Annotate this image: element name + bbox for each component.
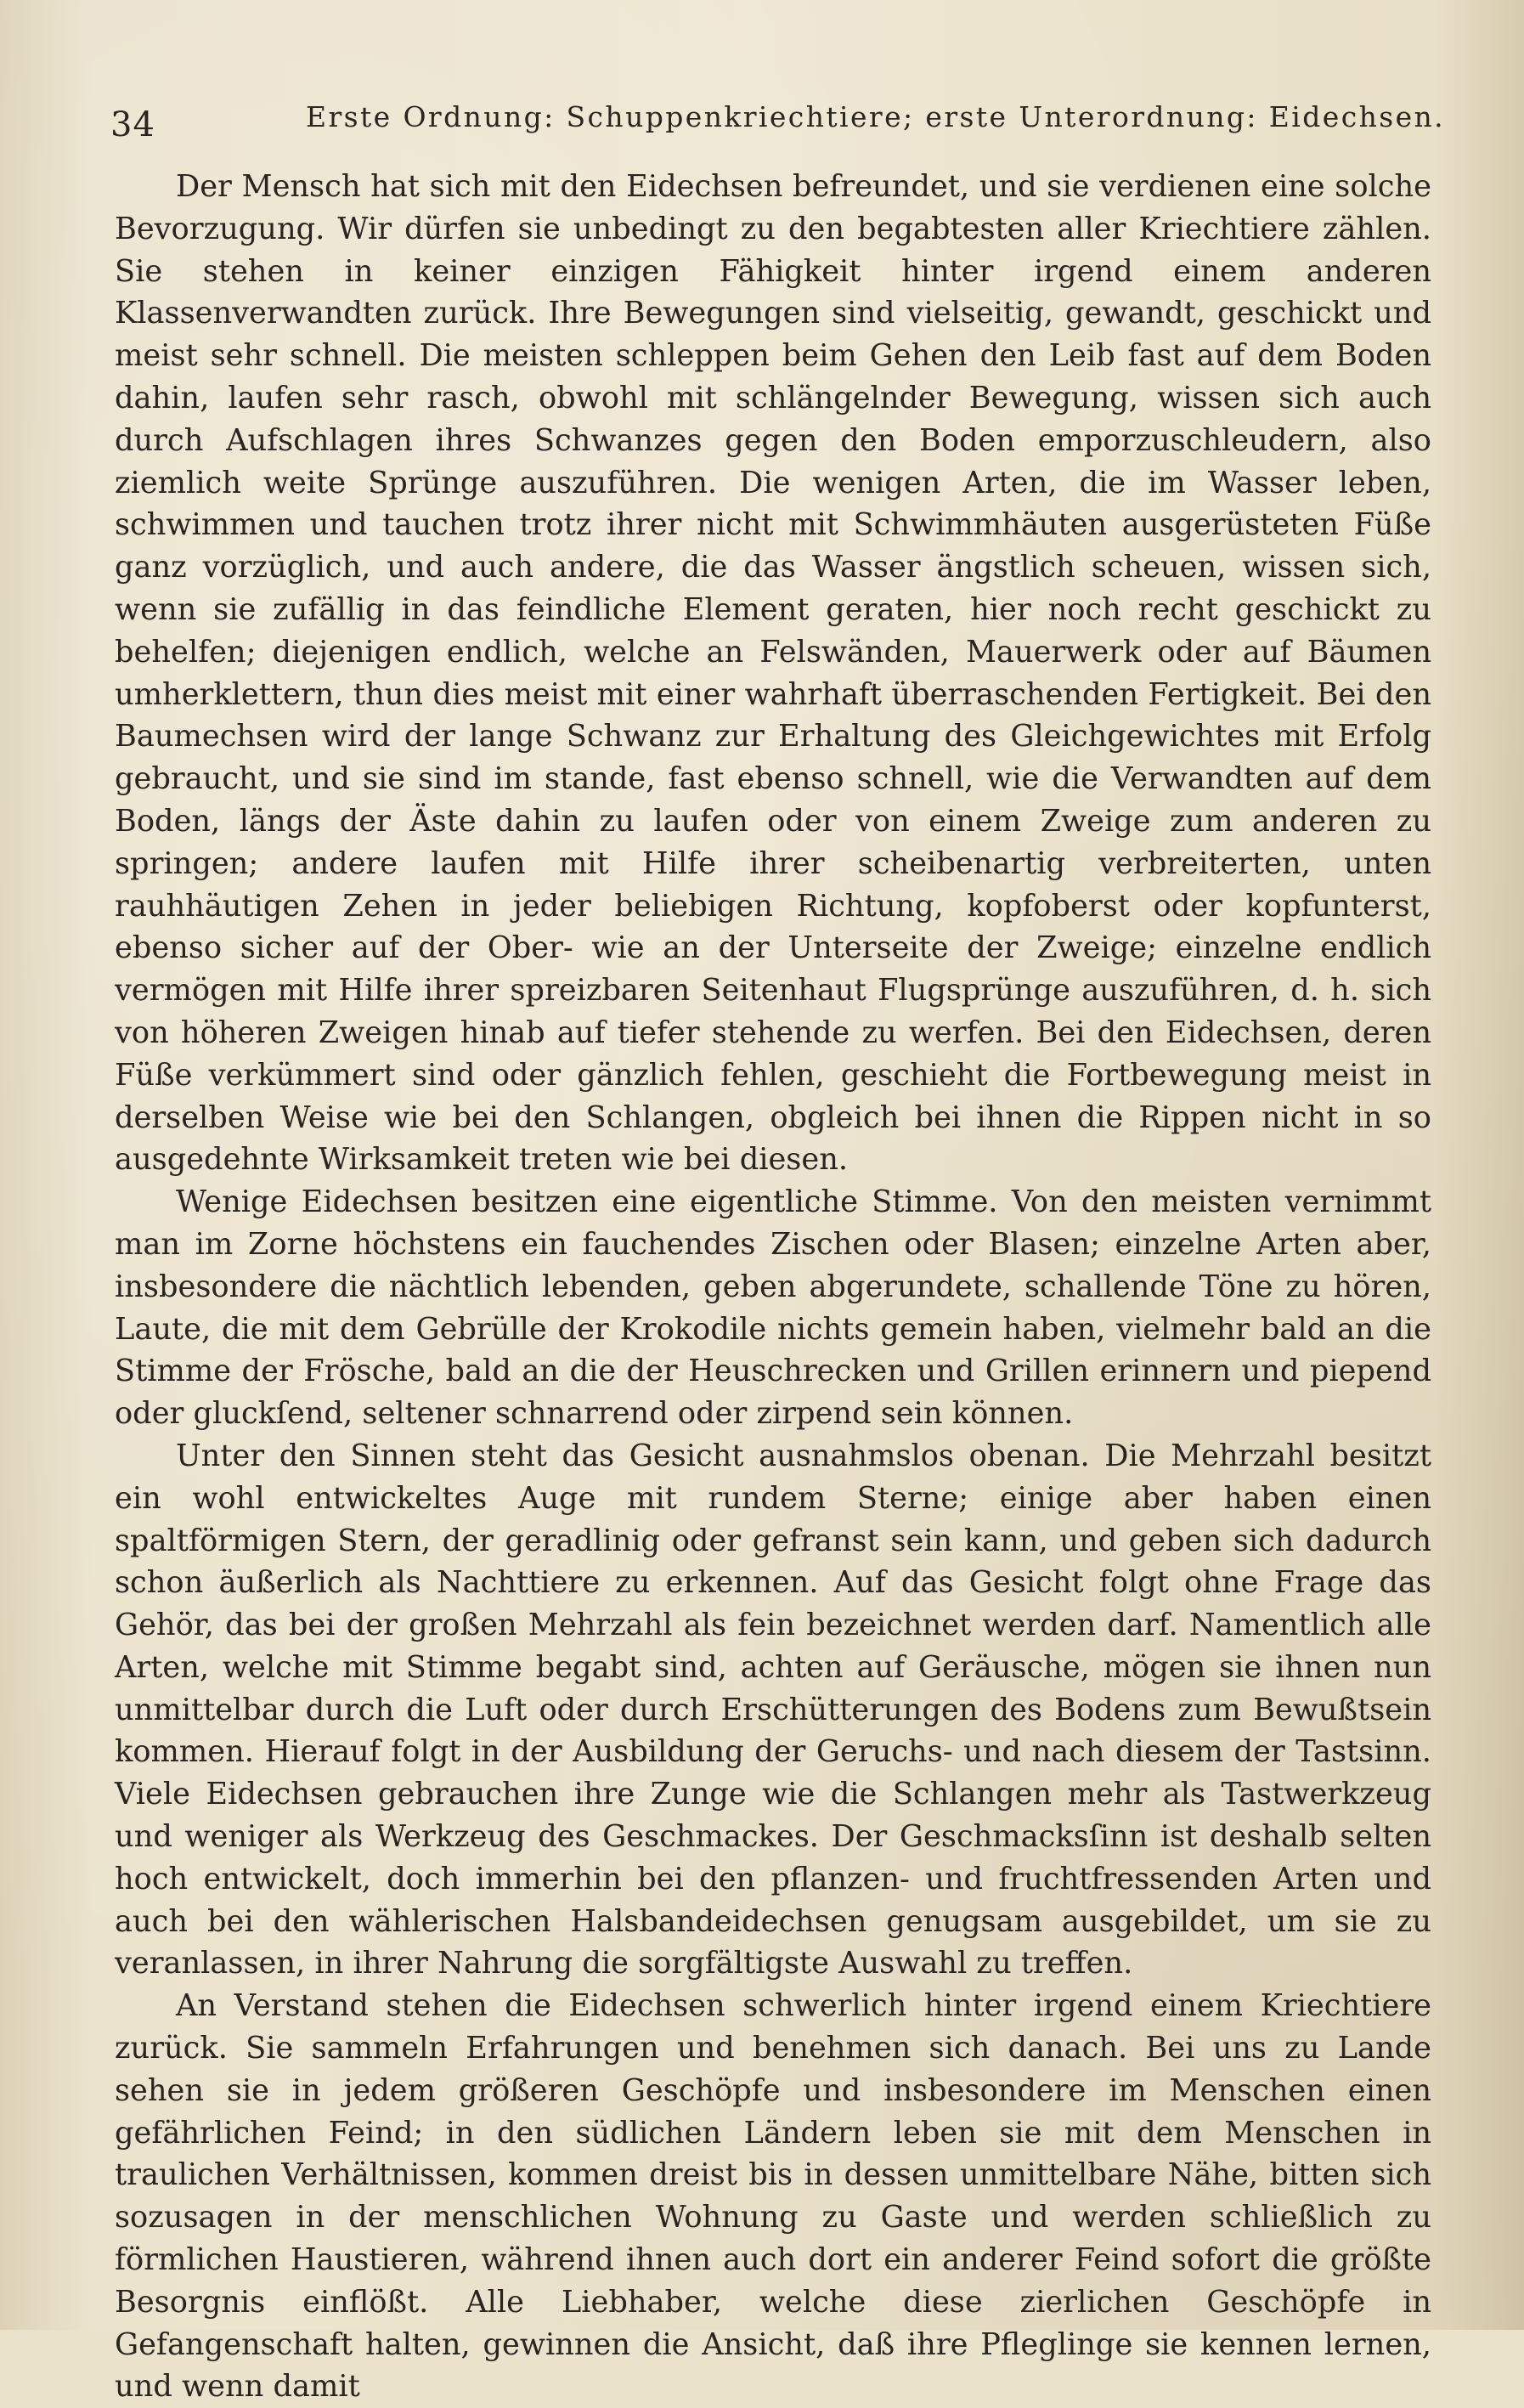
page-number: 34 bbox=[110, 105, 155, 144]
paragraph-locomotion: Der Mensch hat sich mit den Eidechsen befreundet, und sie verdienen eine solche Bevorzugung. Wir dürfen sie unbedingt zu den begabtesten aller Kriechtiere zählen. Sie stehen in keiner einzigen Fähigkeit hinter irgend einem anderen Klassenverwandten zurück. Ihre Bewegungen sind vielseitig, gewandt, geschickt und meist sehr schnell. Die meisten schleppen beim Gehen den Leib fast auf dem Boden dahin, laufen sehr rasch, obwohl mit schlängelnder Bewegung, wissen sich auch durch Aufschlagen ihres Schwanzes gegen den Boden emporzuschleudern, also ziemlich weite Sprünge auszuführen. Die wenigen Arten, die im Wasser leben, schwimmen und tauchen trotz ihrer nicht mit Schwimmhäuten ausgerüsteten Füße ganz vorzüglich, und auch andere, die das Wasser ängstlich scheuen, wissen sich, wenn sie zufällig in das feindliche Element geraten, hier noch recht geschickt zu behelfen; diejenigen endlich, welche an Felswänden, Mauerwerk oder auf Bäumen umherklettern, thun dies meist mit einer wahrhaft überraschenden Fertigkeit. Bei den Baumechsen wird der lange Schwanz zur Erhaltung des Gleichgewichtes mit Erfolg gebraucht, und sie sind im stande, fast ebenso schnell, wie die Verwandten auf dem Boden, längs der Äste dahin zu laufen oder von einem Zweige zum anderen zu springen; andere laufen mit Hilfe ihrer scheibenartig verbreiterten, unten rauhhäutigen Zehen in jeder beliebigen Richtung, kopfoberst oder kopfunterst, ebenso sicher auf der Ober- wie an der Unterseite der Zweige; einzelne endlich vermögen mit Hilfe ihrer spreizbaren Seitenhaut Flugsprünge auszuführen, d. h. sich von höheren Zweigen hinab auf tiefer stehende zu werfen. Bei den Eidechsen, deren Füße verkümmert sind oder gänzlich fehlen, geschieht die Fortbewegung meist in derselben Weise wie bei den Schlangen, obgleich bei ihnen die Rippen nicht in so ausgedehnte Wirksamkeit treten wie bei diesen. bbox=[115, 169, 1431, 1178]
body-text bbox=[115, 166, 1431, 2408]
paragraph-voice: Wenige Eidechsen besitzen eine eigentliche Stimme. Von den meisten vernimmt man im Zorne höchstens ein fauchendes Zischen oder Blasen; einzelne Arten aber, insbesondere die nächtlich lebenden, geben abgerundete, schallende Töne zu hören, Laute, die mit dem Gebrülle der Krokodile nichts gemein haben, vielmehr bald an die Stimme der Frösche, bald an die der Heuschrecken und Grillen erinnern und piepend oder gluckſend, seltener schnarrend oder zirpend sein können. bbox=[115, 1184, 1431, 1432]
paragraph-senses: Unter den Sinnen steht das Gesicht ausnahmslos obenan. Die Mehrzahl besitzt ein wohl entwickeltes Auge mit rundem Sterne; einige aber haben einen spaltförmigen Stern, der geradlinig oder gefranst sein kann, und geben sich dadurch schon äußerlich als Nachttiere zu erkennen. Auf das Gesicht folgt ohne Frage das Gehör, das bei der großen Mehrzahl als fein bezeichnet werden darf. Namentlich alle Arten, welche mit Stimme begabt sind, achten auf Geräusche, mögen sie ihnen nun unmittelbar durch die Luft oder durch Erschütterungen des Bodens zum Bewußtsein kommen. Hierauf folgt in der Ausbildung der Geruchs- und nach diesem der Tastsinn. Viele Eidechsen gebrauchen ihre Zunge wie die Schlangen mehr als Tastwerkzeug und weniger als Werkzeug des Geschmackes. Der Geschmacksſinn ist deshalb selten hoch entwickelt, doch immerhin bei den pflanzen- und fruchtfressenden Arten und auch bei den wählerischen Halsbandeidechsen genugsam ausgebildet, um sie zu veranlassen, in ihrer Nahrung die sorgfältigste Auswahl zu treffen. bbox=[115, 1438, 1431, 1981]
paragraph-intelligence: An Verstand stehen die Eidechsen schwerlich hinter irgend einem Kriechtiere zurück. Sie sammeln Erfahrungen und benehmen sich danach. Bei uns zu Lande sehen sie in jedem größeren Geschöpfe und insbesondere im Menschen einen gefährlichen Feind; in den südlichen Ländern leben sie mit dem Menschen in traulichen Verhältnissen, kommen dreist bis in dessen unmittelbare Nähe, bitten sich sozusagen in der menschlichen Wohnung zu Gaste und werden schließlich zu förmlichen Haustieren, während ihnen auch dort ein anderer Feind sofort die größte Besorgnis einflößt. Alle Liebhaber, welche diese zierlichen Geschöpfe in Gefangenschaft halten, gewinnen die Ansicht, daß ihre Pfleglinge sie kennen lernen, und wenn damit bbox=[115, 1988, 1431, 2405]
running-head: Erste Ordnung: Schuppenkriechtiere; erste Unterordnung: Eidechsen. bbox=[306, 100, 1446, 133]
page-header bbox=[110, 100, 1446, 151]
